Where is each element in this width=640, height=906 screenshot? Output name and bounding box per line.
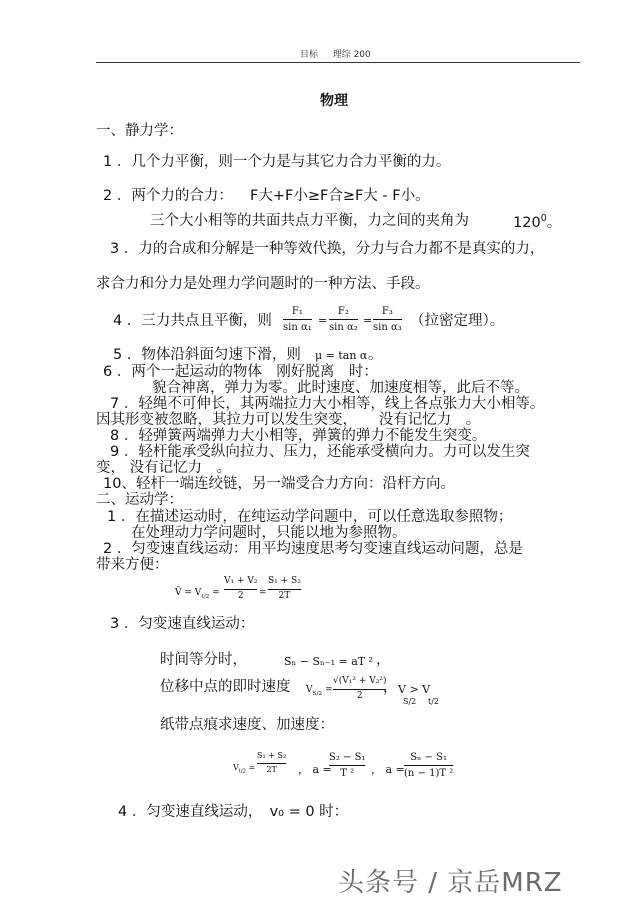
angle-value: $120^0$。: [513, 213, 562, 231]
statics-item-3-cont: 求合力和分力是处理力学问题时的一种方法、手段。: [96, 276, 430, 292]
statics-item-9-cont: 变， 没有记忆力 。: [96, 460, 232, 476]
kinematics-item-1-cont: 在处理动力学问题时，只能以地为参照物。: [131, 525, 407, 541]
velocity-comparison: V > V: [398, 683, 431, 696]
statics-item-7: 7 ．轻绳不可伸长，其两端拉力大小相等，线上各点张力大小相等。: [110, 396, 545, 412]
section-heading-statics: 一、静力学：: [96, 123, 183, 139]
statics-item-2-label: 2 ．两个力的合力：: [103, 188, 233, 204]
midpoint-velocity-symbol: $V_{S/2}$ =: [306, 685, 333, 697]
statics-item-6: 6 ．两个一起运动的物体 刚好脱离 时：: [103, 364, 378, 380]
equals-sign: =: [363, 314, 373, 327]
header-rule: [96, 62, 580, 63]
statics-item-8: 8 ．轻弹簧两端弹力大小相等，弹簧的弹力不能发生突变。: [110, 428, 487, 444]
kinematics-item-1: 1 ．在描述运动时，在纯运动学问题中，可以任意选取参照物；: [107, 509, 513, 525]
statics-item-5-end: 。: [368, 347, 383, 363]
watermark: 头条号 / 京岳MRZ: [338, 868, 563, 898]
kinematics-item-2: 2 ．匀变速直线运动：用平均速度思考匀变速直线运动问题，总是: [103, 541, 523, 557]
section-heading-kinematics: 二、运动学：: [96, 492, 183, 508]
statics-item-3: 3 ．力的合成和分解是一种等效代换，分力与合力都不是真实的力，: [110, 241, 545, 257]
equal-time-formula: Sₙ − Sₙ₋₁ = aT ²: [284, 655, 374, 668]
displacement-fraction: S₁ + S₂ 2T: [268, 576, 301, 601]
lami-fraction-2: F₂ sin α₂: [329, 306, 358, 333]
statics-item-2-formula: F大+F小≥F合≥F大 - F小。: [250, 188, 430, 204]
acceleration-label-2: ， a =: [371, 763, 405, 776]
tape-velocity-symbol: $V_{t/2}$ =: [233, 763, 256, 775]
tape-analysis-label: 纸带点痕求速度、加速度：: [160, 717, 334, 733]
velocity-fraction: V₁ + V₂ 2: [224, 576, 258, 601]
statics-item-1: 1 ．几个力平衡，则一个力是与其它力合力平衡的力。: [103, 154, 451, 170]
lami-fraction-1: F₁ sin α₁: [283, 306, 312, 333]
kinematics-item-2-cont: 带来方便：: [96, 557, 169, 573]
statics-item-9: 9 ．轻杆能承受纵向拉力、压力，还能承受横向力。力可以发生突: [110, 444, 530, 460]
lami-theorem-label: （拉密定理）。: [410, 313, 505, 329]
friction-formula: μ = tan α: [315, 349, 368, 362]
equals-sign: =: [318, 314, 328, 327]
tape-velocity-fraction: S₁ + S₂ 2T: [257, 751, 287, 774]
statics-item-4: 4 ．三力共点且平衡，则: [113, 313, 272, 329]
page-header: 目标 理综 200: [300, 50, 371, 60]
velocity-comparison-sub-2: t/2: [428, 697, 439, 706]
equals-sign: =: [259, 588, 267, 598]
midpoint-velocity-fraction: √(V₁² + V₂²) 2: [333, 676, 387, 701]
statics-item-7-cont: 因其形变被忽略，其拉力可以发生突变， 没有记忆力 。: [96, 412, 481, 428]
statics-item-10: 10、轻杆一端连绞链，另一端受合力方向：沿杆方向。: [103, 476, 455, 492]
kinematics-item-3: 3 ．匀变速直线运动：: [110, 616, 255, 632]
acceleration-fraction-2: Sₙ − S₁ (n − 1)T ²: [404, 752, 454, 779]
acceleration-fraction-1: S₂ − S₁ T ²: [329, 752, 366, 779]
comma: ，: [376, 652, 391, 668]
statics-item-2-note: 三个大小相等的共面共点力平衡，力之间的夹角为: [150, 213, 469, 229]
statics-item-5: 5 ．物体沿斜面匀速下滑，则: [113, 347, 301, 363]
midpoint-velocity-label: 位移中点的即时速度: [160, 679, 291, 695]
average-velocity-formula: V̄ = $V_{t/2}$ =: [175, 588, 220, 600]
statics-item-6-cont: 貌合神离，弹力为零。此时速度、加速度相等，此后不等。: [152, 380, 529, 396]
lami-fraction-3: F₃ sin α₃: [373, 306, 402, 333]
page-title: 物理: [320, 93, 348, 109]
comma: ，: [383, 680, 398, 696]
kinematics-item-4: 4 ．匀变速直线运动， v₀ = 0 时：: [118, 804, 349, 820]
acceleration-label-1: ， a =: [298, 763, 332, 776]
velocity-comparison-sub-1: S/2: [403, 697, 417, 706]
equal-time-label: 时间等分时，: [160, 652, 247, 668]
